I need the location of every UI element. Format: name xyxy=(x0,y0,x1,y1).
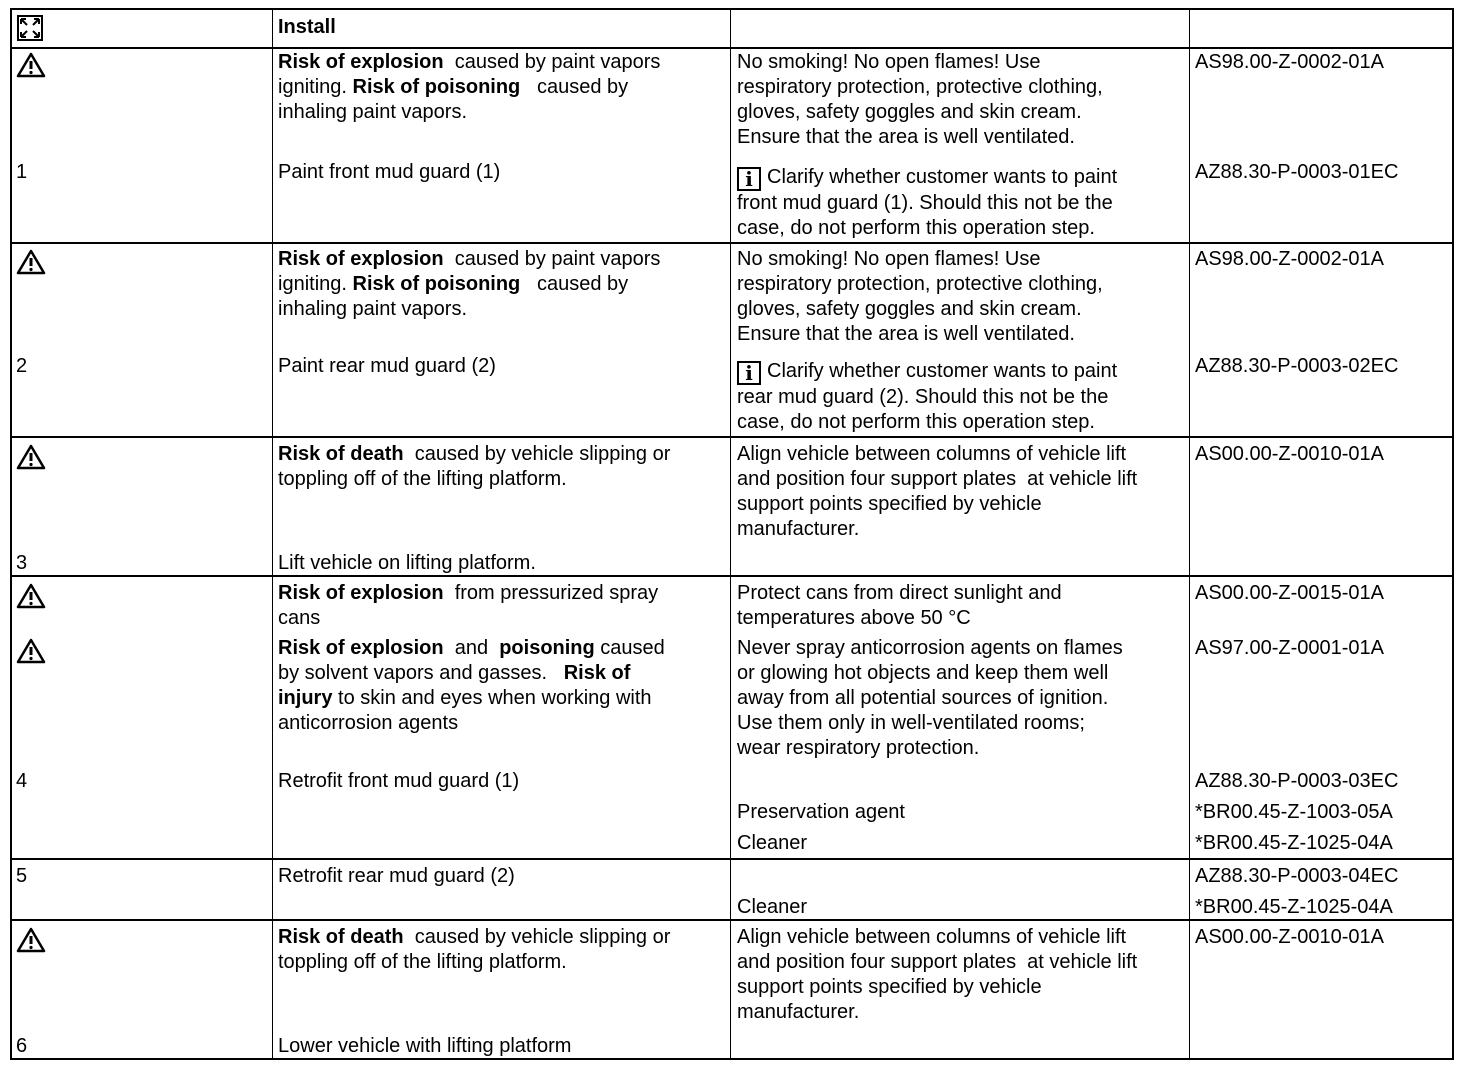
hazard-keyword: Risk of explosion xyxy=(278,248,444,270)
hazard-text: and xyxy=(443,637,500,659)
document-reference: AZ88.30-P-0003-03EC xyxy=(1195,770,1399,792)
info-note xyxy=(737,165,1117,241)
warning-triangle-icon xyxy=(16,52,46,78)
hazard-keyword: poisoning xyxy=(499,637,595,659)
hazard-text: from pressurized spray cans xyxy=(278,582,659,629)
document-reference: AZ88.30-P-0003-01EC xyxy=(1195,161,1399,183)
danger-label xyxy=(16,927,53,953)
hazard-text: caused by vehicle slipping or toppling off of the lifting platform. xyxy=(278,443,671,490)
warning-triangle-icon xyxy=(16,583,46,609)
column-divider xyxy=(1189,10,1190,1058)
document-reference: AS00.00-Z-0010-01A xyxy=(1195,443,1385,465)
hazard-keyword: Risk of poisoning xyxy=(352,76,521,98)
header-title: Install xyxy=(278,16,336,38)
safety-note: No smoking! No open flames! Use respiratory protection, protective clothing, gloves, safety goggles and skin cream. Ensure that the area is well ventilated. xyxy=(737,248,1103,345)
operation-step: Paint front mud guard (1) xyxy=(278,161,501,183)
step-number: 4 xyxy=(16,770,28,792)
hazard-keyword: Risk of death xyxy=(278,443,404,465)
expand-arrows-icon xyxy=(17,15,43,41)
hazard-description xyxy=(278,581,658,631)
step-number: 1 xyxy=(16,161,28,183)
operation-step: Lift vehicle on lifting platform. xyxy=(278,552,536,574)
document-reference: AS00.00-Z-0010-01A xyxy=(1195,926,1385,948)
column-divider xyxy=(272,10,273,1058)
hazard-keyword: Risk of death xyxy=(278,926,404,948)
safety-note: No smoking! No open flames! Use respiratory protection, protective clothing, gloves, safety goggles and skin cream. Ensure that the area is well ventilated. xyxy=(737,51,1103,148)
hazard-description xyxy=(278,442,670,492)
column-divider xyxy=(730,10,731,1058)
hazard-description xyxy=(278,50,660,125)
material-name: Preservation agent xyxy=(737,801,905,823)
document-reference: AS98.00-Z-0002-01A xyxy=(1195,248,1385,270)
hazard-text: caused by inhaling paint vapors. xyxy=(278,273,629,320)
info-text: Clarify whether customer wants to paint rear mud guard (2). Should this not be the case, do not perform this operation step. xyxy=(737,360,1118,433)
step-number: 3 xyxy=(16,552,28,574)
warning-triangle-icon xyxy=(16,638,46,664)
step-number: 2 xyxy=(16,355,28,377)
hazard-keyword: Risk of poisoning xyxy=(352,273,521,295)
procedure-table xyxy=(10,8,1454,1060)
row-divider xyxy=(12,858,1452,860)
safety-note: Protect cans from direct sunlight and temperatures above 50 °C xyxy=(737,582,1062,629)
hazard-text: caused by paint vapors igniting. xyxy=(278,248,661,295)
document-reference: AZ88.30-P-0003-04EC xyxy=(1195,865,1399,887)
warning-triangle-icon xyxy=(16,444,46,470)
step-number: 6 xyxy=(16,1035,28,1057)
info-icon: i xyxy=(737,361,761,385)
document-reference: AS00.00-Z-0015-01A xyxy=(1195,582,1385,604)
hazard-keyword: Risk of explosion xyxy=(278,637,444,659)
row-divider xyxy=(12,436,1452,438)
warning-triangle-icon xyxy=(16,927,46,953)
safety-note: Align vehicle between columns of vehicle lift and position four support plates at vehicle lift support points specified by vehicle manufacturer. xyxy=(737,926,1138,1023)
hazard-description xyxy=(278,247,660,322)
operation-step: Retrofit front mud guard (1) xyxy=(278,770,520,792)
material-reference: *BR00.45-Z-1025-04A xyxy=(1195,896,1393,918)
hazard-description xyxy=(278,925,670,975)
danger-label xyxy=(16,249,53,275)
info-text: Clarify whether customer wants to paint front mud guard (1). Should this not be the case, do not perform this operation step. xyxy=(737,166,1118,239)
document-reference: AS98.00-Z-0002-01A xyxy=(1195,51,1385,73)
material-reference: *BR00.45-Z-1003-05A xyxy=(1195,801,1393,823)
warning-triangle-icon xyxy=(16,249,46,275)
hazard-text: caused by paint vapors igniting. xyxy=(278,51,661,98)
safety-note: Never spray anticorrosion agents on flames or glowing hot objects and keep them well away from all potential sources of ignition. Use them only in well-ventilated rooms; wear respiratory protection. xyxy=(737,637,1123,759)
hazard-keyword: Risk of injury xyxy=(278,662,631,709)
hazard-text: caused by vehicle slipping or toppling off of the lifting platform. xyxy=(278,926,671,973)
danger-label xyxy=(16,52,53,78)
document-reference: AZ88.30-P-0003-02EC xyxy=(1195,355,1399,377)
step-number: 5 xyxy=(16,865,28,887)
info-note xyxy=(737,359,1117,435)
material-name: Cleaner xyxy=(737,832,808,854)
hazard-text: to skin and eyes when working with anticorrosion agents xyxy=(278,687,652,734)
hazard-description xyxy=(278,636,665,736)
danger-label xyxy=(16,583,53,609)
operation-step: Retrofit rear mud guard (2) xyxy=(278,865,515,887)
document-reference: AS97.00-Z-0001-01A xyxy=(1195,637,1385,659)
row-divider xyxy=(12,575,1452,577)
danger-label xyxy=(16,638,53,664)
hazard-text: caused by inhaling paint vapors. xyxy=(278,76,629,123)
operation-step: Lower vehicle with lifting platform xyxy=(278,1035,572,1057)
hazard-keyword: Risk of explosion xyxy=(278,51,444,73)
hazard-text: caused by solvent vapors and gasses. xyxy=(278,637,665,684)
material-reference: *BR00.45-Z-1025-04A xyxy=(1195,832,1393,854)
info-icon: i xyxy=(737,167,761,191)
row-divider xyxy=(12,47,1452,49)
material-name: Cleaner xyxy=(737,896,808,918)
safety-note: Align vehicle between columns of vehicle lift and position four support plates at vehicle lift support points specified by vehicle manufacturer. xyxy=(737,443,1138,540)
operation-step: Paint rear mud guard (2) xyxy=(278,355,496,377)
danger-label xyxy=(16,444,53,470)
hazard-keyword: Risk of explosion xyxy=(278,582,444,604)
row-divider xyxy=(12,242,1452,244)
